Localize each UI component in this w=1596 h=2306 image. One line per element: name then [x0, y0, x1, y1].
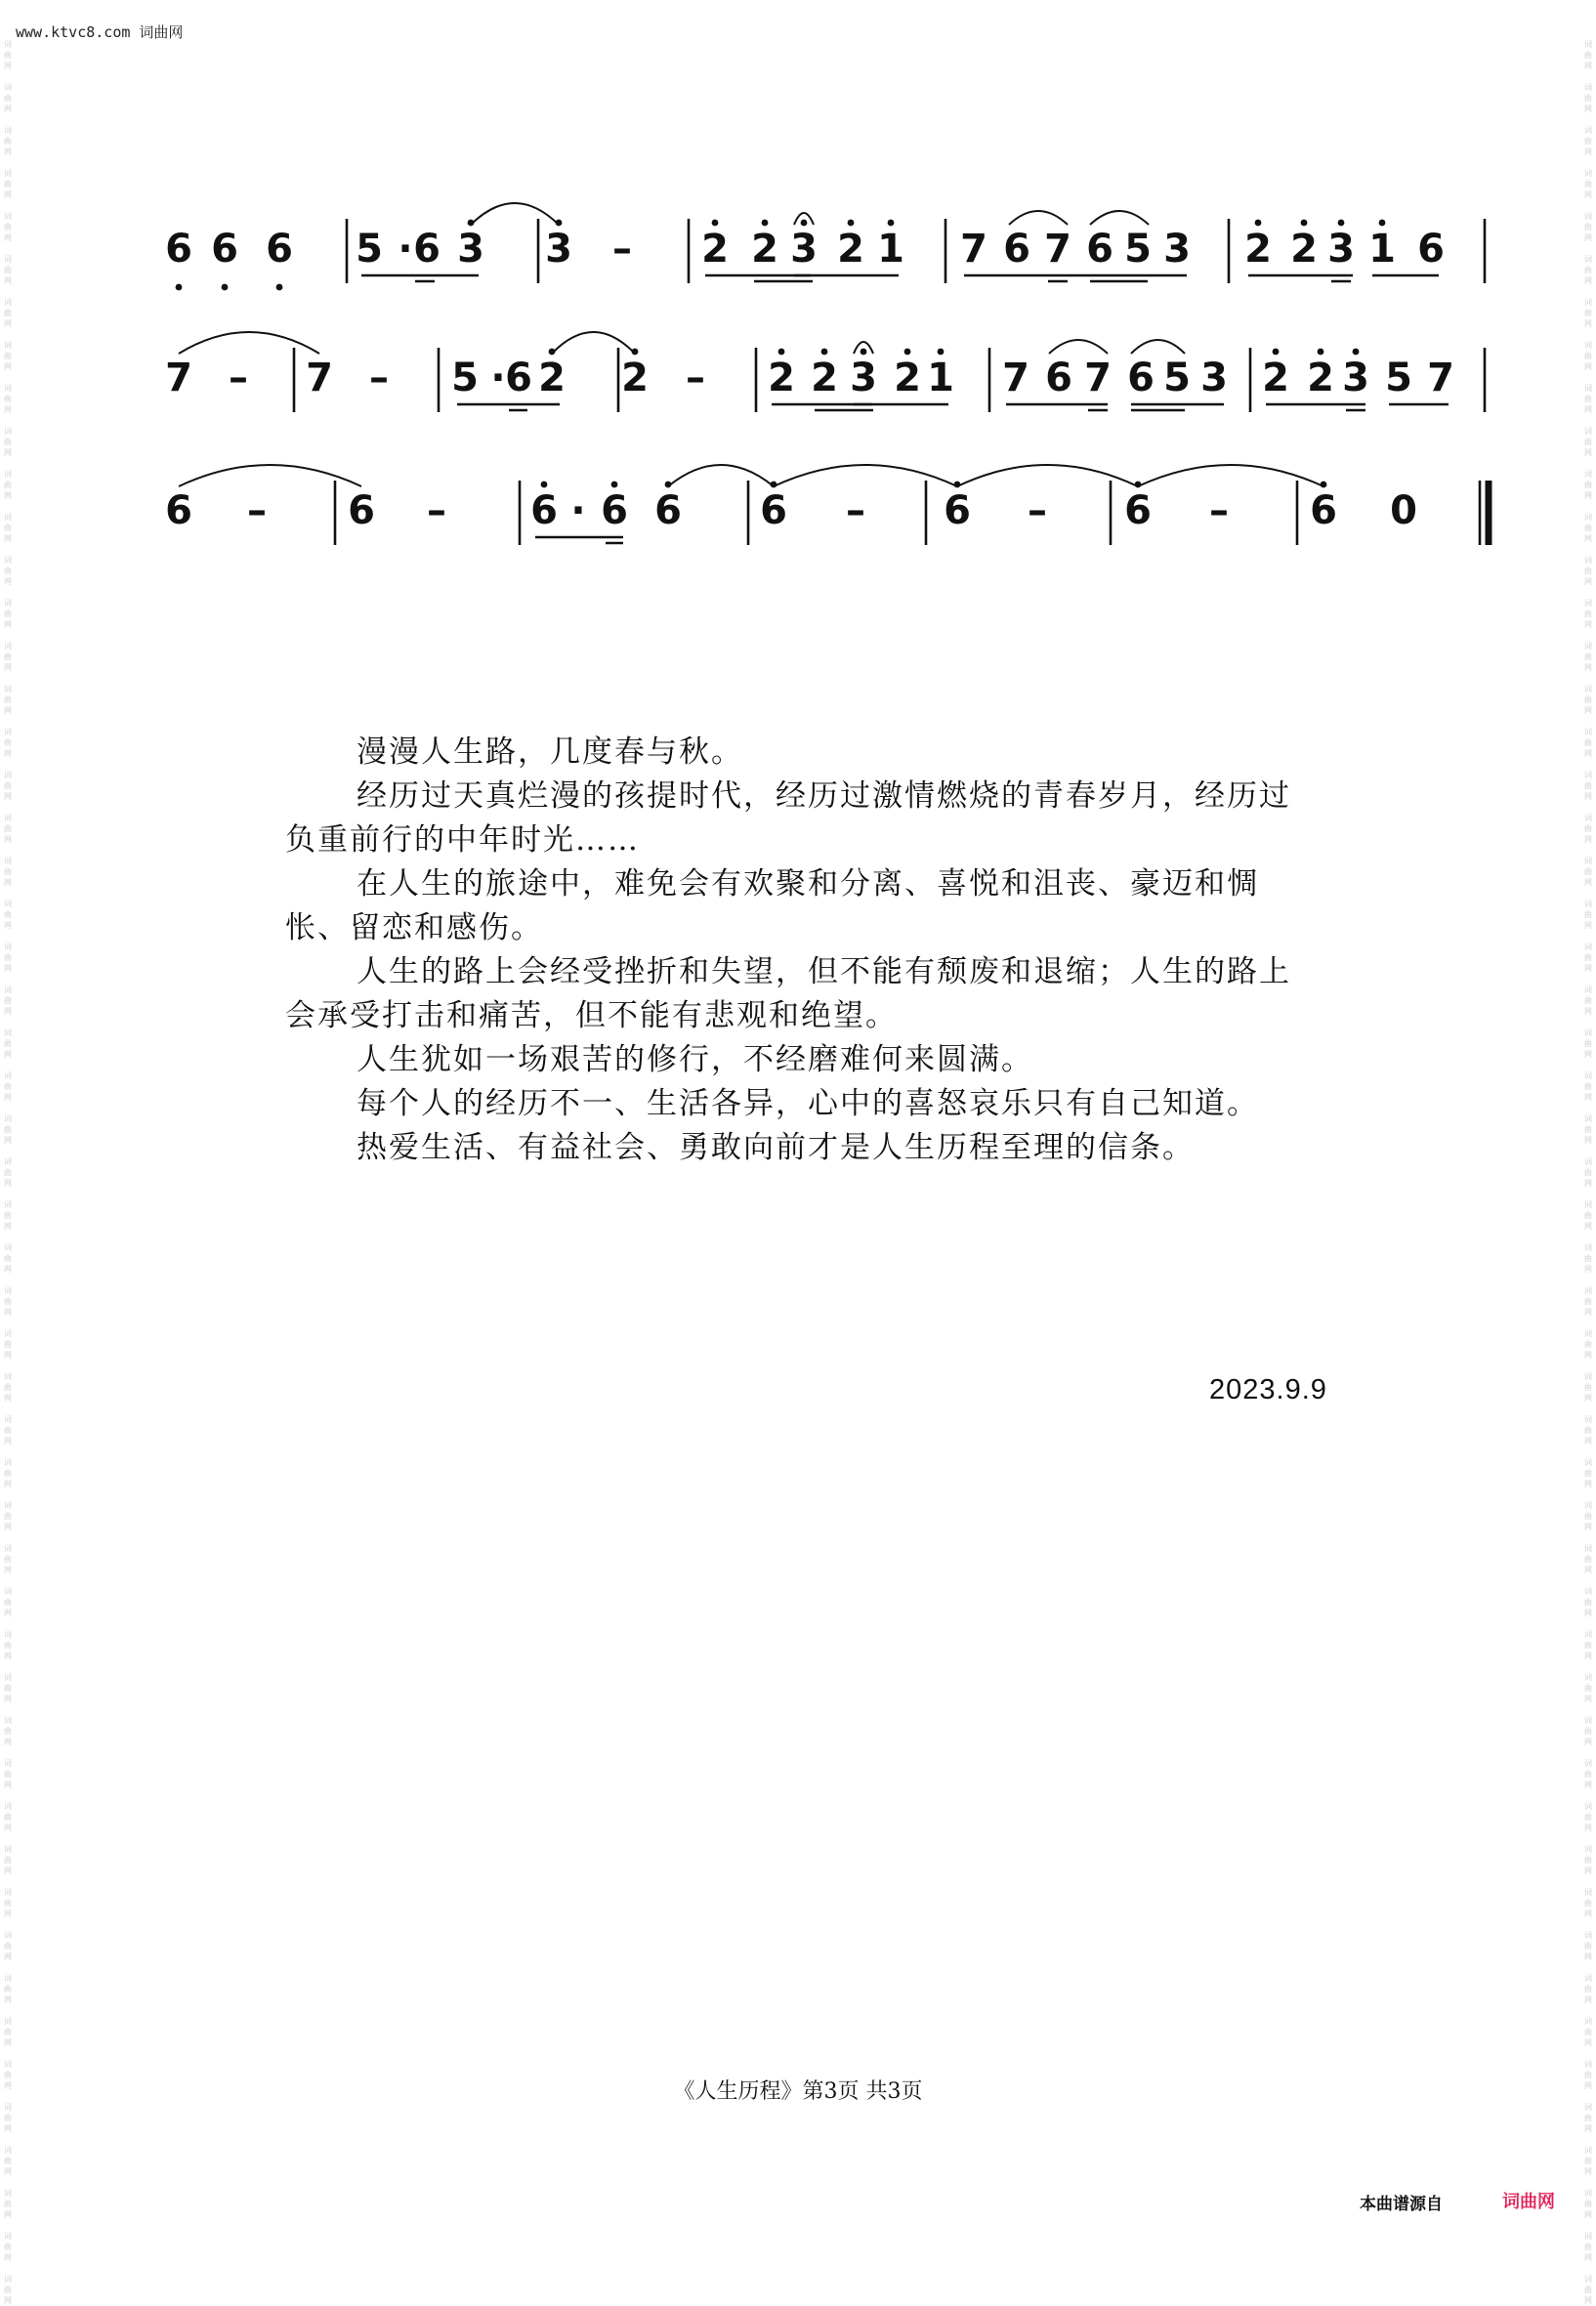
note: 6 — [165, 227, 192, 272]
note: 3 — [850, 356, 877, 400]
dash-note: – — [427, 488, 446, 533]
octave-dot — [848, 220, 855, 227]
date-line: 2023.9.9 — [1209, 1374, 1327, 1405]
note: 7 — [306, 356, 333, 400]
note: 3 — [457, 227, 484, 272]
octave-dot — [771, 482, 777, 488]
note: 2 — [894, 356, 921, 400]
note: 3 — [1200, 356, 1228, 400]
prose-paragraph: 人生的路上会经受挫折和失望，但不能有颓废和退缩；人生的路上会承受打击和痛苦，但不能有悲观和绝望。 — [285, 954, 1291, 1033]
note: 5 — [356, 227, 383, 272]
octave-dot — [1318, 349, 1324, 356]
note: 6 — [944, 488, 971, 533]
prose-block — [285, 731, 1321, 1170]
note: 6 — [1127, 356, 1155, 400]
note: 5 — [1124, 227, 1152, 272]
side-watermark-right: 词 曲 网 词 曲 网 词 曲 网 词 曲 网 词 曲 网 词 曲 网 词 曲 网 词 曲 网 词 曲 网 词 曲 网 词 曲 网 词 曲 网 词 曲 网 词 曲 网 词 曲 网 词 曲 网 词 曲 网 词 曲 网 词 曲 网 词 曲 网 词 曲 网 词 曲 网 词 曲 网 词 曲 网 词 曲 网 词 曲 网 词 曲 网 词 曲 网 词 曲 网 词 曲 网 词 曲 网 词 曲 网 词 曲 网 词 曲 网 词 曲 网 词 曲 网 词 曲 网 词 曲 网 词 曲 网 词 曲 网 词 曲 网 词 曲 网 词 曲 网 词 曲 网 词 曲 网 词 曲 网 词 曲 网 词 曲 网 词 曲 网 词 曲 网 词 曲 网 词 曲 网 词 曲 网 — [1584, 40, 1592, 2305]
slur — [552, 332, 635, 354]
octave-dot — [762, 220, 769, 227]
augmentation-dot: · — [398, 227, 413, 272]
note: 6 — [211, 227, 238, 272]
note: 2 — [621, 356, 649, 400]
note: 1 — [1368, 227, 1396, 272]
octave-dot — [821, 349, 828, 356]
note: 6 — [1003, 227, 1030, 272]
slur — [668, 465, 774, 486]
note: 6 — [760, 488, 787, 533]
note: 6 — [1124, 488, 1152, 533]
dash-note: – — [1209, 488, 1229, 533]
note: 6 — [1045, 356, 1072, 400]
brand-logo[interactable]: 词曲网 — [1502, 2192, 1555, 2212]
slur — [1131, 340, 1185, 354]
note: 6 — [1086, 227, 1113, 272]
note: 6 — [165, 488, 192, 533]
octave-dot — [468, 220, 475, 227]
site-tag[interactable]: www.ktvc8.com 词曲网 — [16, 23, 184, 41]
slur — [179, 332, 319, 354]
octave-dot — [938, 349, 945, 356]
note: 2 — [538, 356, 566, 400]
prose-paragraph: 在人生的旅途中，难免会有欢聚和分离、喜悦和沮丧、豪迈和惆怅、留恋和感伤。 — [285, 866, 1259, 945]
prose-paragraph: 热爱生活、有益社会、勇敢向前才是人生历程至理的信条。 — [357, 1130, 1195, 1165]
note: 3 — [1163, 227, 1191, 272]
octave-dot — [665, 482, 672, 488]
note: 1 — [927, 356, 954, 400]
augmentation-dot: · — [570, 488, 586, 533]
prose-paragraph: 漫漫人生路，几度春与秋。 — [357, 734, 743, 770]
note: 6 — [530, 488, 558, 533]
note: 6 — [348, 488, 375, 533]
octave-dot — [1338, 220, 1345, 227]
slur — [1090, 211, 1149, 225]
slur — [1009, 211, 1068, 225]
side-watermark-left: 词 曲 网 词 曲 网 词 曲 网 词 曲 网 词 曲 网 词 曲 网 词 曲 网 词 曲 网 词 曲 网 词 曲 网 词 曲 网 词 曲 网 词 曲 网 词 曲 网 词 曲 网 词 曲 网 词 曲 网 词 曲 网 词 曲 网 词 曲 网 词 曲 网 词 曲 网 词 曲 网 词 曲 网 词 曲 网 词 曲 网 词 曲 网 词 曲 网 词 曲 网 词 曲 网 词 曲 网 词 曲 网 词 曲 网 词 曲 网 词 曲 网 词 曲 网 词 曲 网 词 曲 网 词 曲 网 词 曲 网 词 曲 网 词 曲 网 词 曲 网 词 曲 网 词 曲 网 词 曲 网 词 曲 网 词 曲 网 词 曲 网 词 曲 网 词 曲 网 词 曲 网 词 曲 网 — [4, 40, 12, 2305]
octave-dot — [611, 482, 618, 488]
note: 7 — [960, 227, 987, 272]
note: 6 — [1417, 227, 1445, 272]
octave-dot — [541, 482, 548, 488]
octave-dot — [1353, 349, 1360, 356]
octave-dot — [861, 349, 867, 356]
prose-paragraph: 经历过天真烂漫的孩提时代，经历过激情燃烧的青春岁月，经历过负重前行的中年时光…… — [285, 778, 1291, 858]
dash-note: – — [369, 356, 389, 400]
note: 2 — [1262, 356, 1289, 400]
dash-note: – — [229, 356, 248, 400]
dash-note: – — [686, 356, 705, 400]
note: 0 — [1390, 488, 1417, 533]
dash-note: – — [612, 227, 632, 272]
note: 5 — [451, 356, 479, 400]
note: 2 — [768, 356, 795, 400]
slur — [774, 465, 957, 486]
dash-note: – — [1028, 488, 1047, 533]
note: 7 — [165, 356, 192, 400]
octave-dot — [954, 482, 961, 488]
octave-dot — [549, 349, 556, 356]
slur — [1138, 465, 1323, 486]
dash-note: – — [247, 488, 267, 533]
note: 6 — [505, 356, 532, 400]
note: 6 — [601, 488, 628, 533]
note: 5 — [1385, 356, 1412, 400]
note: 2 — [1307, 356, 1334, 400]
note: 7 — [1084, 356, 1112, 400]
octave-dot — [712, 220, 719, 227]
note: 2 — [701, 227, 729, 272]
note: 3 — [790, 227, 818, 272]
source-credit: 本曲谱源自 — [1360, 2195, 1443, 2214]
octave-dot — [801, 220, 808, 227]
octave-dot — [176, 284, 183, 291]
octave-dot — [222, 284, 229, 291]
note: 3 — [1342, 356, 1369, 400]
note: 7 — [1044, 227, 1071, 272]
octave-dot — [778, 349, 785, 356]
octave-dot — [1301, 220, 1308, 227]
note: 2 — [751, 227, 778, 272]
octave-dot — [888, 220, 895, 227]
note: 7 — [1427, 356, 1454, 400]
note: 1 — [877, 227, 904, 272]
octave-dot — [1273, 349, 1280, 356]
note: 2 — [1290, 227, 1318, 272]
octave-dot — [632, 349, 639, 356]
note: 5 — [1163, 356, 1191, 400]
note: 2 — [837, 227, 864, 272]
octave-dot — [904, 349, 911, 356]
prose-paragraph: 每个人的经历不一、生活各异，心中的喜怒哀乐只有自己知道。 — [357, 1086, 1259, 1121]
dash-note: – — [846, 488, 865, 533]
note: 6 — [1310, 488, 1337, 533]
octave-dot — [1379, 220, 1386, 227]
note: 6 — [413, 227, 441, 272]
slur — [1049, 340, 1108, 354]
prose-paragraph: 人生犹如一场艰苦的修行，不经磨难何来圆满。 — [357, 1042, 1033, 1077]
octave-dot — [1135, 482, 1142, 488]
note: 7 — [1002, 356, 1029, 400]
note: 2 — [1244, 227, 1272, 272]
note: 6 — [266, 227, 293, 272]
octave-dot — [556, 220, 563, 227]
augmentation-dot: · — [490, 356, 506, 400]
slur — [471, 203, 559, 225]
note: 3 — [1327, 227, 1355, 272]
octave-dot — [1321, 482, 1327, 488]
octave-dot — [276, 284, 283, 291]
octave-dot — [1255, 220, 1262, 227]
note: 2 — [811, 356, 838, 400]
note: 6 — [654, 488, 682, 533]
jianpu-score — [0, 176, 1596, 586]
note: 3 — [545, 227, 572, 272]
page-footer: 《人生历程》第3页 共3页 — [673, 2079, 923, 2104]
